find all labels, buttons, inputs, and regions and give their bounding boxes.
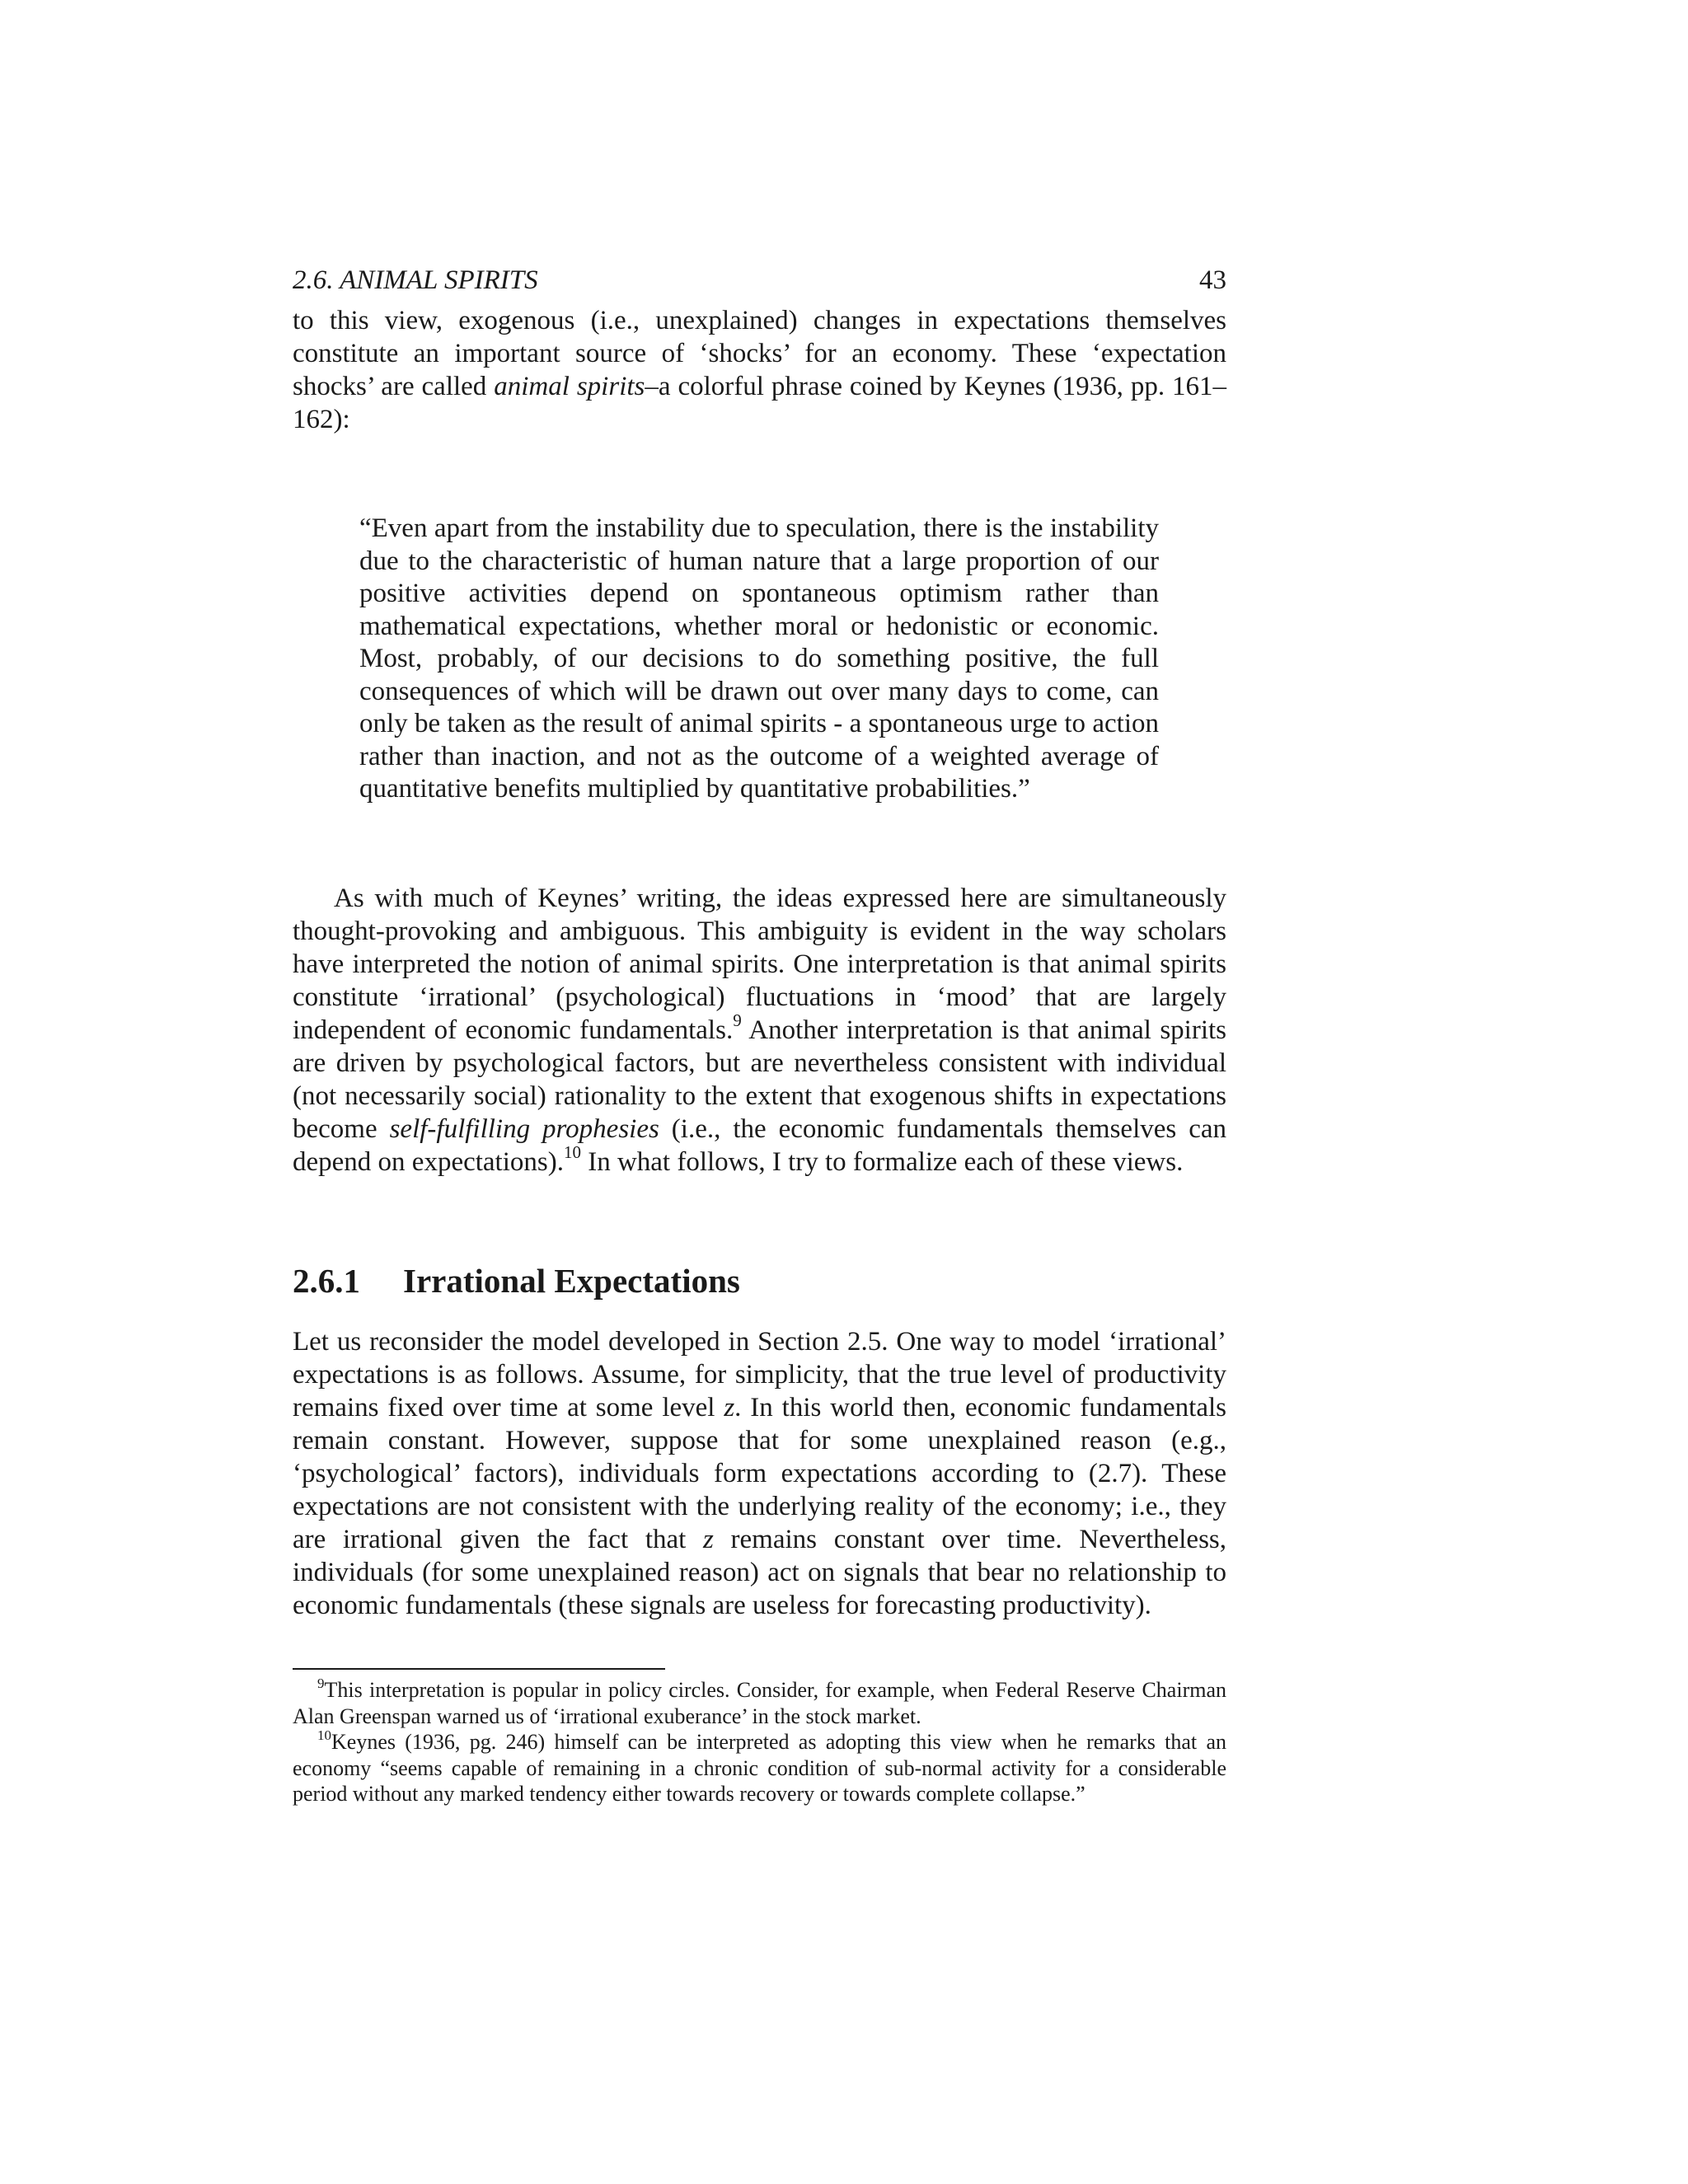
page-number: 43 <box>1199 265 1226 295</box>
section-body-paragraph <box>293 1325 1226 1622</box>
section-body-text-1: Let us reconsider the model developed in Section 2.5. One way to model ‘irrational’ expectations is as follows. Assume, for simplicity, that the true level of productivity remains fixed over time at some level <box>293 1327 1226 1422</box>
section-body-text-3: remains constant over time. Nevertheless, individuals (for some unexplained reason) act on signals that bear no relationship to economic fundamentals (these signals are useless for forecasting productivity). <box>293 1525 1226 1620</box>
footnote-ref-10[interactable]: 10 <box>563 1142 581 1162</box>
math-var-z: z <box>703 1525 714 1554</box>
running-header <box>293 265 1226 296</box>
footnote-ref-9[interactable]: 9 <box>733 1010 742 1030</box>
intro-italic-term: animal spirits <box>494 372 645 401</box>
discussion-paragraph <box>293 882 1226 1179</box>
discussion-text-1: As with much of Keynes’ writing, the ideas expressed here are simultaneously thought-provoking and ambiguous. This ambiguity is evident in the way scholars have interpreted the notion of animal spirits. One interpretation is that animal spirits constitute ‘irrational’ (psychological) fluctuations in ‘mood’ that are largely independent of economic fundamentals. <box>293 883 1226 1045</box>
keynes-block-quote: “Even apart from the instability due to speculation, there is the instability due to the characteristic of human nature that a large proportion of our positive activities depend on spontaneous optimism rather than mathematical expectations, whether moral or hedonistic or economic. Most, probably, of our decisions to do something positive, the full consequences of which will be drawn out over many days to come, can only be taken as the result of animal spirits - a spontaneous urge to action rather than inaction, and not as the outcome of a weighted average of quantitative benefits multiplied by quantitative probabilities.” <box>359 513 1159 804</box>
math-var-z: z <box>724 1393 735 1422</box>
intro-text-2: –a colorful phrase coined by Keynes (1936, pp. 161–162): <box>293 372 1226 434</box>
discussion-italic-term: self-fulfilling prophesies <box>389 1114 659 1144</box>
running-header-title: 2.6. ANIMAL SPIRITS <box>293 265 538 295</box>
intro-paragraph <box>293 304 1226 436</box>
discussion-text-2: Another interpretation is that animal spirits are driven by psychological factors, but are nevertheless consistent with individual (not necessarily social) rationality to the extent that exogenous shifts in expectations become <box>293 1015 1226 1144</box>
footnote-10 <box>293 1729 1226 1807</box>
footnote-text: Keynes (1936, pg. 246) himself can be interpreted as adopting this view when he remarks that an economy “seems capable of remaining in a chronic condition of sub-normal activity for a considerable period without any marked tendency either towards recovery or towards complete collapse.” <box>293 1730 1226 1806</box>
footnote-mark: 9 <box>317 1675 325 1691</box>
footnote-text: This interpretation is popular in policy circles. Consider, for example, when Federal Reserve Chairman Alan Greenspan warned us of ‘irrational exuberance’ in the stock market. <box>293 1678 1226 1728</box>
footnote-mark: 10 <box>317 1727 331 1743</box>
intro-text-1: to this view, exogenous (i.e., unexplained) changes in expectations themselves constitute an important source of ‘shocks’ for an economy. These ‘expectation shocks’ are called <box>293 306 1226 401</box>
discussion-text-4: In what follows, I try to formalize each of these views. <box>580 1147 1184 1177</box>
section-body-text-2: . In this world then, economic fundamentals remain constant. However, suppose that for some unexplained reason (e.g., ‘psychological’ factors), individuals form expectations according to (2.7). These expectations are not consistent with the underlying reality of the economy; i.e., they are irrational given the fact that <box>293 1393 1226 1554</box>
section-heading <box>293 1261 740 1301</box>
section-title: Irrational Expectations <box>403 1262 740 1300</box>
footnote-9 <box>293 1677 1226 1729</box>
section-number: 2.6.1 <box>293 1262 360 1300</box>
footnote-divider <box>293 1668 665 1670</box>
discussion-text-3: (i.e., the economic fundamentals themselves can depend on expectations). <box>293 1114 1227 1177</box>
